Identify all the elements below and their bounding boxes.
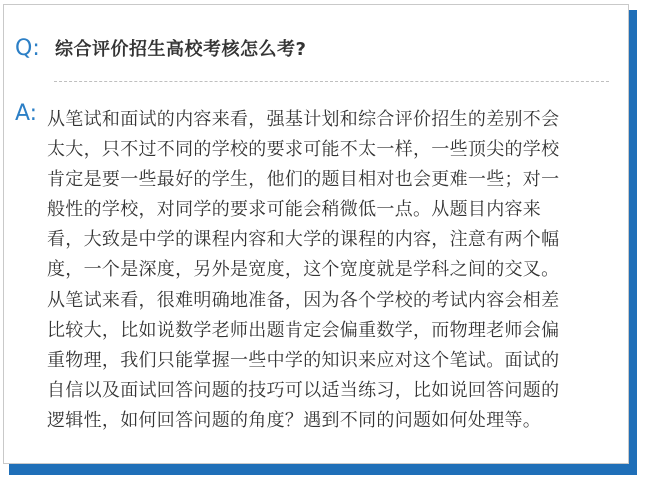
answer-line: 从笔试和面试的内容来看，强基计划和综合评价招生的差别不会 [47, 109, 560, 130]
answer-line: 自信以及面试回答问题的技巧可以适当练习，比如说回答问题的 [47, 379, 560, 401]
answer-text [47, 105, 621, 436]
answer-line: 度，一个是深度，另外是宽度，这个宽度就是学科之间的交叉。 [47, 259, 560, 281]
answer-line: 重物理，我们只能掌握一些中学的知识来应对这个笔试。面试的 [47, 349, 560, 371]
answer-line: 太大，只不过不同的学校的要求可能不太一样，一些顶尖的学校 [47, 139, 560, 161]
answer-line: 比较大，比如说数学老师出题肯定会偏重数学，而物理老师会偏 [47, 319, 560, 341]
answer-line: 逻辑性，如何回答问题的角度？遇到不同的问题如何处理等。 [47, 409, 542, 431]
question-row [15, 35, 306, 61]
answer-line: 般性的学校，对同学的要求可能会稍微低一点。从题目内容来 [47, 199, 542, 221]
question-text: 综合评价招生高校考核怎么考? [55, 39, 307, 60]
dashed-divider [54, 81, 609, 82]
qa-card [3, 4, 629, 464]
answer-line: 从笔试来看，很难明确地准备，因为各个学校的考试内容会相差 [47, 289, 560, 311]
answer-line: 看，大致是中学的课程内容和大学的课程的内容，注意有两个幅 [47, 229, 560, 251]
question-marker: Q: [15, 36, 40, 61]
answer-line: 肯定是要一些最好的学生，他们的题目相对也会更难一些；对一 [47, 169, 560, 191]
answer-marker: A: [15, 101, 38, 126]
